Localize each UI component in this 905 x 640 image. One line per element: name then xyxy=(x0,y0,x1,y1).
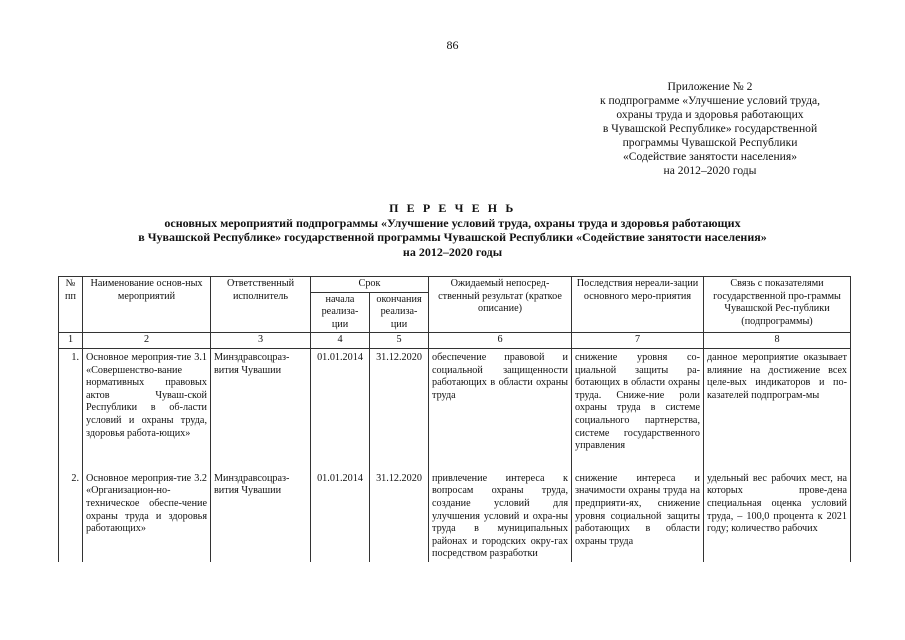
indicator-link: удельный вес рабочих мест, на которых прове-дена специальная оценка условий труда, – 100,0 процента к 2021 году; количество рабочих xyxy=(704,470,851,562)
term-start: 01.01.2014 xyxy=(311,348,370,453)
appendix-line: Приложение № 2 xyxy=(667,80,753,93)
document-title xyxy=(40,201,865,259)
header-result: Ожидаемый непосред-ственный результат (краткое описание) xyxy=(429,277,572,333)
column-number: 7 xyxy=(572,333,704,349)
header-term-end: окончания реализа-ции xyxy=(370,292,429,333)
term-end: 31.12.2020 xyxy=(370,470,429,562)
row-number: 1. xyxy=(59,348,83,453)
header-name: Наименование основ-ных мероприятий xyxy=(83,277,211,333)
header-term-start: начала реализа-ции xyxy=(311,292,370,333)
consequences: снижение уровня со-циальной защиты ра-ботающих в области охраны труда. Сниже-ние роли охраны труда в системе социального партнерства, системе государственного управления xyxy=(572,348,704,453)
column-number: 1 xyxy=(59,333,83,349)
measure-executor: Минздравсоцраз-вития Чувашии xyxy=(211,348,311,453)
measure-executor: Минздравсоцраз-вития Чувашии xyxy=(211,470,311,562)
page-number: 86 xyxy=(446,38,459,52)
column-number: 2 xyxy=(83,333,211,349)
header-term: Срок xyxy=(311,277,429,293)
table-row xyxy=(59,348,851,453)
measure-name: Основное мероприя-тие 3.2 «Организацион-но-техническое обеспе-чение охраны труда и здоровья работающих» xyxy=(83,470,211,562)
term-start: 01.01.2014 xyxy=(311,470,370,562)
column-number: 8 xyxy=(704,333,851,349)
appendix-line: программы Чувашской Республики xyxy=(622,136,798,149)
column-number: 6 xyxy=(429,333,572,349)
header-link: Связь с показателями государственной про-граммы Чувашской Рес-публики (подпрограммы) xyxy=(704,277,851,333)
title-line: в Чувашской Республике» государственной программы Чувашской Республики «Содействие занятости населения» xyxy=(138,230,767,244)
header-num: № пп xyxy=(59,277,83,333)
appendix-line: охраны труда и здоровья работающих xyxy=(616,108,804,121)
consequences: снижение интереса и значимости охраны труда на предприяти-ях, снижение уровня социальной защиты работающих в области охраны труда xyxy=(572,470,704,562)
row-number: 2. xyxy=(59,470,83,562)
appendix-line: «Содействие занятости населения» xyxy=(622,150,797,163)
measures-table xyxy=(58,276,851,562)
term-end: 31.12.2020 xyxy=(370,348,429,453)
appendix-line: на 2012–2020 годы xyxy=(663,164,757,177)
column-number: 5 xyxy=(370,333,429,349)
title-line: основных мероприятий подпрограммы «Улучшение условий труда, охраны труда и здоровья работающих xyxy=(164,215,741,230)
appendix-line: в Чувашской Республике» государственной xyxy=(602,122,818,135)
header-executor: Ответственный исполнитель xyxy=(211,277,311,333)
expected-result: обеспечение правовой и социальной защищенности работающих в области охраны труда xyxy=(429,348,572,453)
appendix-note xyxy=(560,80,860,178)
table-row xyxy=(59,470,851,562)
column-number: 4 xyxy=(311,333,370,349)
expected-result: привлечение интереса к вопросам охраны труда, создание условий для улучшения условий и охра-ны труда в муниципальных районах и городских окру-гах посредством разработки xyxy=(429,470,572,562)
measure-name: Основное мероприя-тие 3.1 «Совершенство-вание нормативных правовых актов Чуваш-ской Республики в об-ласти условий и охраны труда, здоровья работа-ющих» xyxy=(83,348,211,453)
title-line: на 2012–2020 годы xyxy=(402,244,503,259)
title-heading: П Е Р Е Ч Е Н Ь xyxy=(389,201,516,215)
column-number: 3 xyxy=(211,333,311,349)
header-consequences: Последствия нереали-зации основного меро-приятия xyxy=(572,277,704,333)
appendix-line: к подпрограмме «Улучшение условий труда, xyxy=(599,94,821,107)
indicator-link: данное мероприятие оказывает влияние на достижение всех целе-вых индикаторов и по-казателей подпрограм-мы xyxy=(704,348,851,453)
row-spacer xyxy=(59,454,851,470)
